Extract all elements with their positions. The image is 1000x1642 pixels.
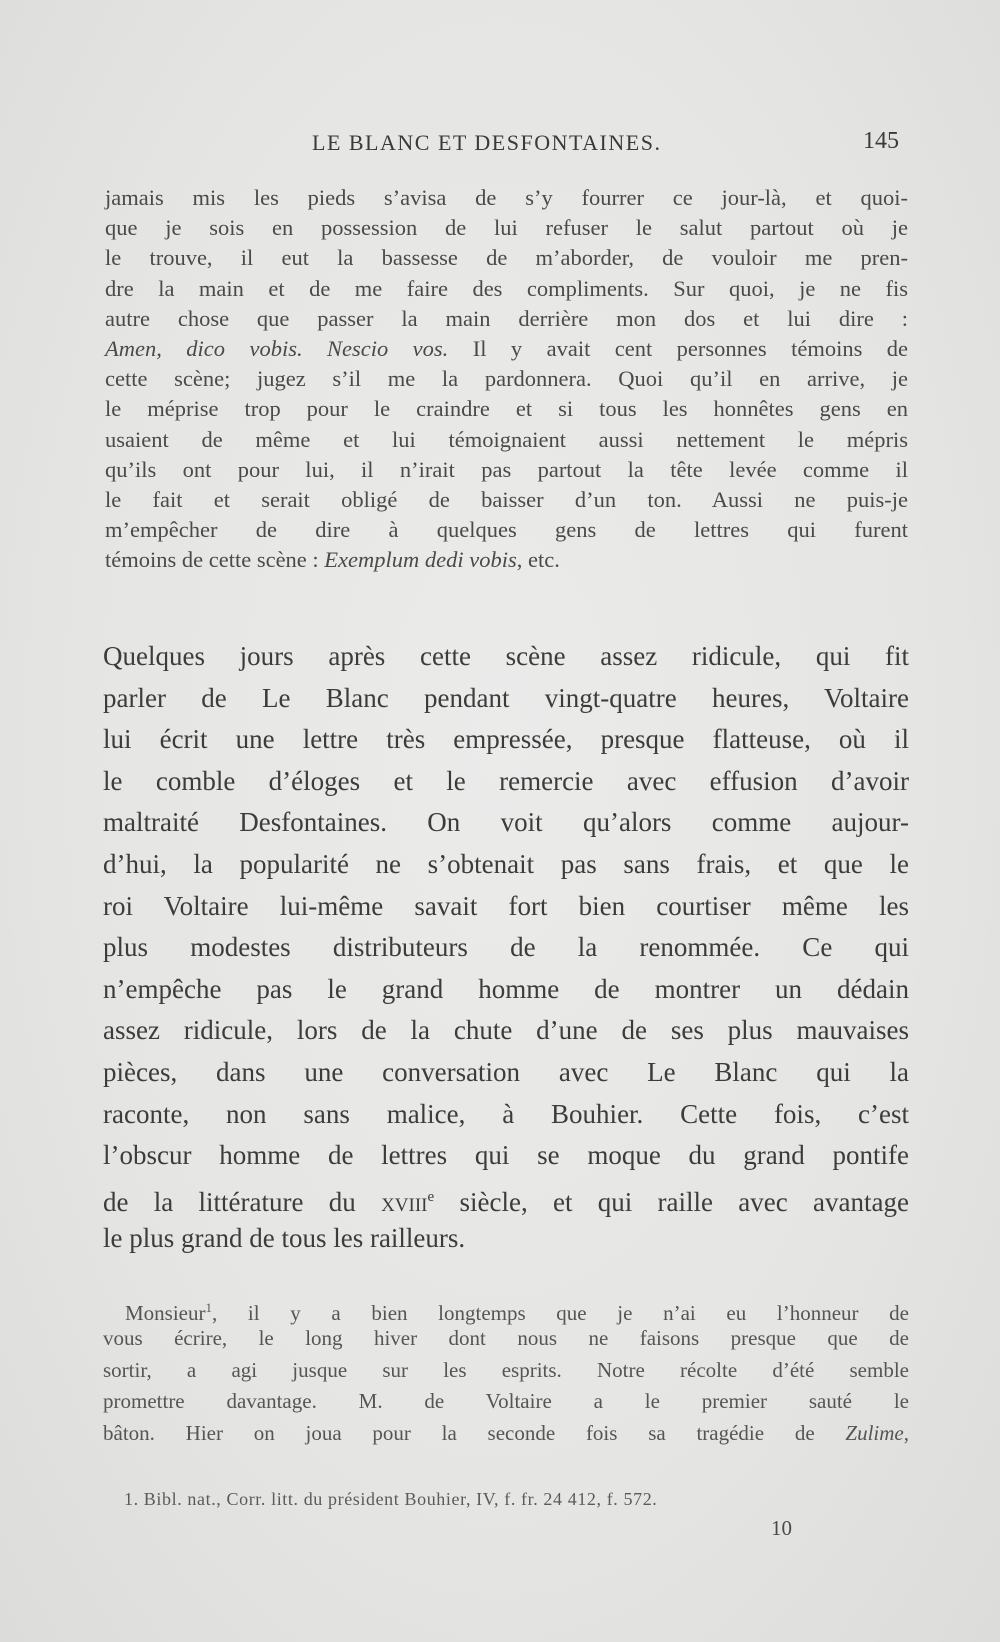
- running-head: [0, 130, 1000, 170]
- latin-phrase: Amen, dico vobis. Nescio vos.: [105, 335, 449, 361]
- text-line: qu’ils ont pour lui, il n’irait pas partout la tête levée comme il: [105, 456, 908, 482]
- text-line: le comble d’éloges et le remercie avec effusion d’avoir: [103, 765, 909, 796]
- text-line: le fait et serait obligé de baisser d’un ton. Aussi ne puis-je: [105, 486, 908, 512]
- signature-mark: 10: [771, 1516, 792, 1540]
- text-line: [105, 545, 908, 575]
- text-line: pièces, dans une conversation avec Le Blanc qui la: [103, 1056, 909, 1087]
- text-line: m’empêcher de dire à quelques gens de lettres qui furent: [105, 517, 908, 543]
- text-fragment: de la littérature du: [103, 1186, 382, 1217]
- text-fragment: , il y a bien longtemps que je n’ai eu l’honneur de: [212, 1301, 909, 1325]
- latin-phrase: Exemplum dedi vobis: [324, 547, 517, 573]
- text-line: jamais mis les pieds s’avisa de s’y fourrer ce jour-là, et quoi-: [105, 185, 908, 210]
- text-line: [105, 334, 908, 364]
- text-line: l’obscur homme de lettres qui se moque du grand pontife: [103, 1140, 909, 1171]
- text-line: roi Voltaire lui-même savait fort bien courtiser même les: [103, 890, 909, 921]
- text-line: cette scène; jugez s’il me la pardonnera. Quoi qu’il en arrive, je: [105, 366, 908, 392]
- text-line: sortir, a agi jusque sur les esprits. Notre récolte d’été semble: [103, 1357, 909, 1382]
- text-fragment: ,: [903, 1420, 909, 1445]
- text-line: [103, 1418, 909, 1449]
- text-fragment: témoins de cette scène :: [105, 547, 325, 573]
- quoted-letter-continuation: [105, 183, 908, 575]
- text-line: parler de Le Blanc pendant vingt-quatre heures, Voltaire: [103, 682, 909, 713]
- text-line: usaient de même et lui témoignaient aussi nettement le mépris: [105, 426, 908, 452]
- text-line: le plus grand de tous les railleurs.: [103, 1223, 466, 1254]
- quoted-letter: [103, 1292, 909, 1449]
- text-fragment: , etc.: [516, 547, 560, 573]
- text-fragment: bâton. Hier on joua pour la seconde fois sa tragédie de: [103, 1420, 846, 1445]
- salutation: Monsieur: [125, 1301, 206, 1325]
- text-line: [103, 1292, 909, 1323]
- text-line: vous écrire, le long hiver dont nous ne faisons presque que de: [103, 1326, 909, 1351]
- century-numeral: xviii: [381, 1186, 428, 1217]
- text-line: n’empêche pas le grand homme de montrer un dédain: [103, 973, 909, 1004]
- page-number: 145: [863, 128, 899, 154]
- text-line: [103, 1177, 909, 1219]
- text-line: raconte, non sans malice, à Bouhier. Cette fois, c’est: [103, 1098, 909, 1129]
- text-line: d’hui, la popularité ne s’obtenait pas sans frais, et que le: [103, 848, 909, 879]
- text-line: assez ridicule, lors de la chute d’une de ses plus mauvaises: [103, 1015, 909, 1046]
- text-fragment: siècle, et qui raille avec avantage: [434, 1186, 909, 1217]
- text-fragment: Il y avait cent personnes témoins de: [448, 335, 908, 361]
- main-paragraph: [103, 636, 909, 1260]
- superscript-e: e: [427, 1188, 435, 1205]
- text-line: promettre davantage. M. de Voltaire a le premier sauté le: [103, 1389, 909, 1414]
- play-title: Zulime: [845, 1420, 904, 1445]
- text-line: lui écrit une lettre très empressée, presque flatteuse, où il: [103, 724, 909, 755]
- text-line: que je sois en possession de lui refuser le salut partout où je: [105, 215, 908, 241]
- text-line: Quelques jours après cette scène assez ridicule, qui fit: [103, 641, 909, 671]
- text-line: plus modestes distributeurs de la renommée. Ce qui: [103, 932, 909, 963]
- text-line: le trouve, il eut la bassesse de m’aborder, de vouloir me pren-: [105, 245, 908, 271]
- text-line: le méprise trop pour le craindre et si tous les honnêtes gens en: [105, 396, 908, 422]
- text-line: dre la main et de me faire des compliments. Sur quoi, je ne fis: [105, 275, 908, 301]
- text-line: maltraité Desfontaines. On voit qu’alors comme aujour-: [103, 807, 909, 838]
- footnote: 1. Bibl. nat., Corr. litt. du président Bouhier, IV, f. fr. 24 412, f. 572.: [124, 1489, 658, 1509]
- text-line: autre chose que passer la main derrière mon dos et lui dire :: [105, 305, 908, 331]
- running-title: LE BLANC ET DESFONTAINES.: [312, 130, 662, 155]
- footnote-marker: 1: [205, 1300, 212, 1315]
